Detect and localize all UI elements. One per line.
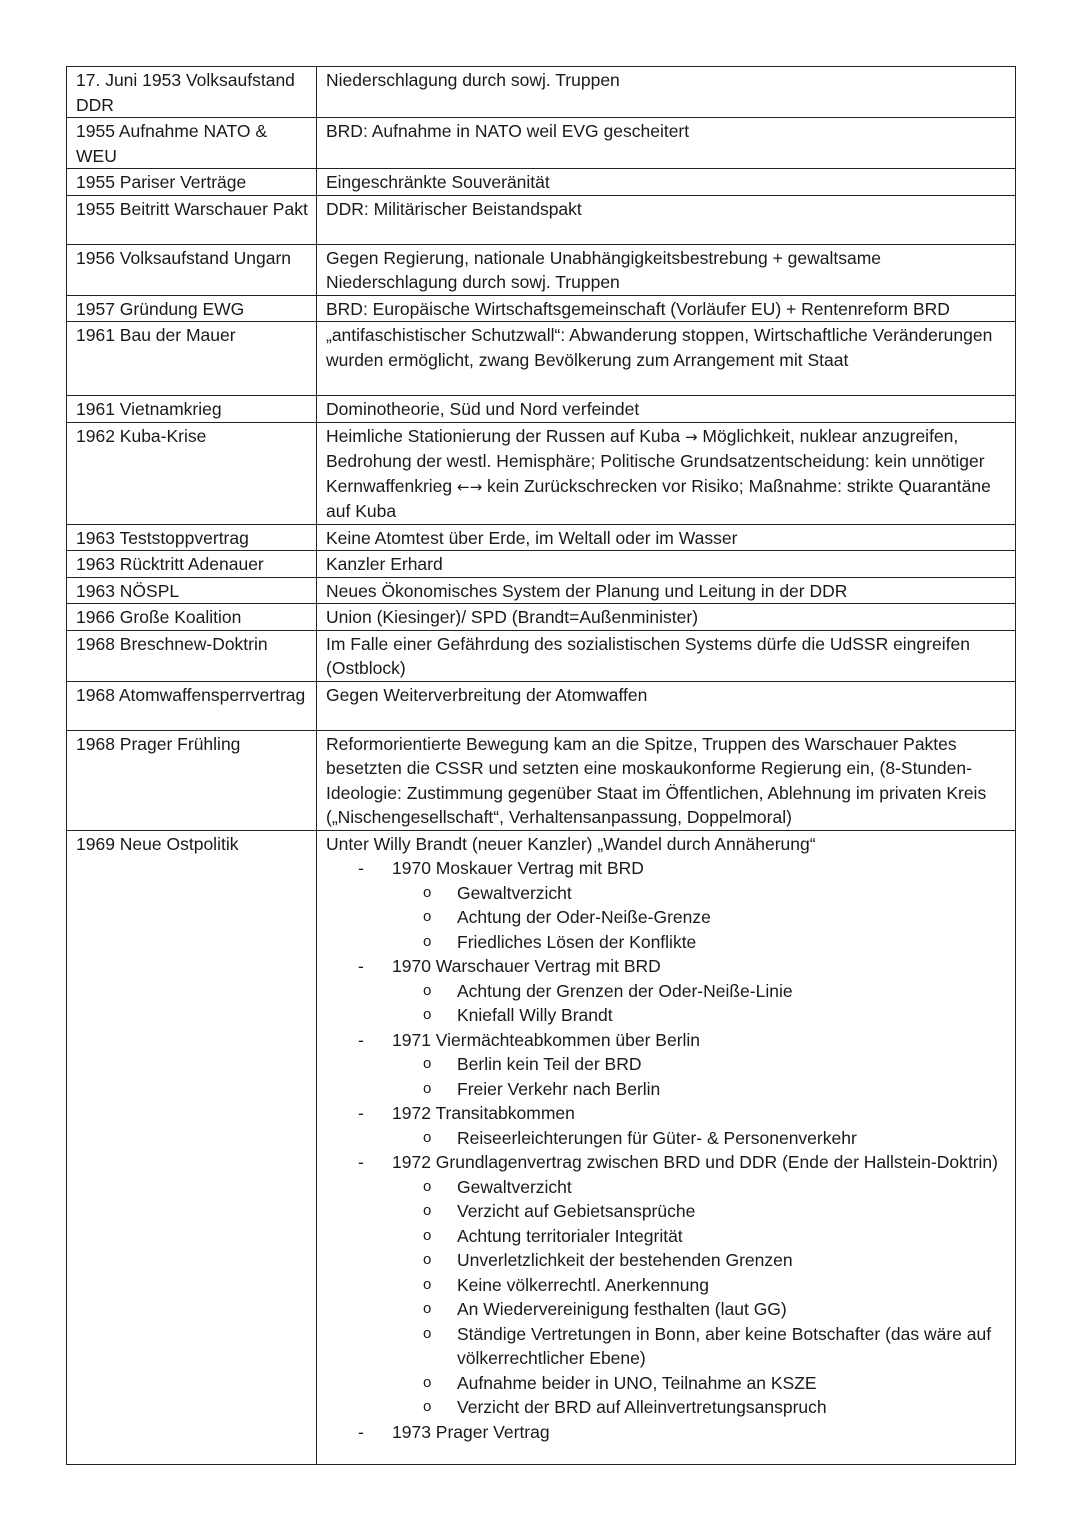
treaty-point: o Achtung territorialer Integrität [392, 1224, 1007, 1249]
description-cell: Neues Ökonomisches System der Planung und Leitung in der DDR [317, 577, 1016, 604]
treaty-point: o Achtung der Oder-Neiße-Grenze [392, 905, 1007, 930]
treaty-point: o Berlin kein Teil der BRD [392, 1052, 1007, 1077]
treaty-item [326, 1028, 1007, 1102]
event-cell: 1957 Gründung EWG [67, 295, 317, 322]
event-cell: 1963 NÖSPL [67, 577, 317, 604]
treaty-point: o Gewaltverzicht [392, 881, 1007, 906]
description-cell: Im Falle einer Gefährdung des sozialistischen Systems dürfe die UdSSR eingreifen (Ostblock) [317, 630, 1016, 681]
event-cell: 1968 Prager Frühling [67, 730, 317, 830]
treaty-points [392, 1126, 1007, 1151]
description-cell: BRD: Europäische Wirtschaftsgemeinschaft (Vorläufer EU) + Rentenreform BRD [317, 295, 1016, 322]
event-cell: 1956 Volksaufstand Ungarn [67, 244, 317, 295]
table-row [67, 396, 1016, 423]
treaty-point: o Ständige Vertretungen in Bonn, aber keine Botschafter (das wäre auf völkerrechtlicher Ebene) [392, 1322, 1007, 1371]
description-cell [317, 830, 1016, 1464]
treaty-point: o Kniefall Willy Brandt [392, 1003, 1007, 1028]
treaty-point: o Gewaltverzicht [392, 1175, 1007, 1200]
left-right-arrow-icon: ←→ [457, 477, 483, 496]
table-row [67, 195, 1016, 244]
table-row [67, 830, 1016, 1464]
description-cell: „antifaschistischer Schutzwall“: Abwanderung stoppen, Wirtschaftliche Veränderungen wurden ermöglicht, zwang Bevölkerung zum Arrangement mit Staat [317, 322, 1016, 396]
table-row [67, 169, 1016, 196]
treaty-points [392, 881, 1007, 955]
treaty-point: o Aufnahme beider in UNO, Teilnahme an KSZE [392, 1371, 1007, 1396]
treaty-item [326, 1420, 1007, 1445]
treaty-title: - 1970 Moskauer Vertrag mit BRD [392, 858, 644, 878]
treaty-item [326, 954, 1007, 1028]
treaty-title: - 1973 Prager Vertrag [392, 1421, 550, 1442]
treaty-point: o Verzicht der BRD auf Alleinvertretungsanspruch [392, 1395, 1007, 1420]
description-cell: Niederschlagung durch sowj. Truppen [317, 67, 1016, 118]
table-row [67, 524, 1016, 551]
event-cell: 1962 Kuba-Krise [67, 422, 317, 524]
description-cell: BRD: Aufnahme in NATO weil EVG gescheitert [317, 118, 1016, 169]
table-row [67, 118, 1016, 169]
treaty-points [392, 1175, 1007, 1420]
table-row [67, 730, 1016, 830]
description-cell: DDR: Militärischer Beistandspakt [317, 195, 1016, 244]
description-cell [317, 422, 1016, 524]
history-timeline-page [66, 66, 1016, 1465]
table-row [67, 551, 1016, 578]
table-row [67, 681, 1016, 730]
table-row [67, 422, 1016, 524]
event-cell: 1969 Neue Ostpolitik [67, 830, 317, 1464]
treaty-item [326, 1101, 1007, 1150]
event-cell: 1966 Große Koalition [67, 604, 317, 631]
event-cell: 17. Juni 1953 Volksaufstand DDR [67, 67, 317, 118]
treaty-title: - 1972 Transitabkommen [392, 1103, 575, 1123]
treaty-point: o Friedliches Lösen der Konflikte [392, 930, 1007, 955]
treaty-list [326, 856, 1007, 1444]
treaty-item [326, 856, 1007, 954]
treaty-item [326, 1150, 1007, 1420]
treaty-point: o Unverletzlichkeit der bestehenden Grenzen [392, 1248, 1007, 1273]
ostpolitik-intro: Unter Willy Brandt (neuer Kanzler) „Wandel durch Annäherung“ [326, 833, 816, 854]
table-row [67, 244, 1016, 295]
treaty-point: o Keine völkerrechtl. Anerkennung [392, 1273, 1007, 1298]
event-cell: 1955 Pariser Verträge [67, 169, 317, 196]
right-arrow-icon: → [684, 427, 698, 446]
treaty-title: - 1971 Viermächteabkommen über Berlin [392, 1029, 701, 1050]
treaty-point: o Achtung der Grenzen der Oder-Neiße-Linie [392, 979, 1007, 1004]
description-cell: Reformorientierte Bewegung kam an die Spitze, Truppen des Warschauer Paktes besetzten die CSSR und setzten eine moskaukonforme Regierung ein, (8-Stunden-Ideologie: Zustimmung gegenüber Staat im Öffentlichen, Ablehnung im privaten Kreis („Nischengesellschaft“, Verhaltensanpassung, Doppelmoral) [317, 730, 1016, 830]
treaty-point: o Verzicht auf Gebietsansprüche [392, 1199, 1007, 1224]
treaty-title: - 1972 Grundlagenvertrag zwischen BRD und DDR (Ende der Hallstein-Doktrin) [392, 1152, 998, 1172]
event-cell: 1963 Rücktritt Adenauer [67, 551, 317, 578]
table-row [67, 67, 1016, 118]
event-cell: 1955 Beitritt Warschauer Pakt [67, 195, 317, 244]
description-cell: Eingeschränkte Souveränität [317, 169, 1016, 196]
description-cell: Keine Atomtest über Erde, im Weltall oder im Wasser [317, 524, 1016, 551]
event-cell: 1961 Vietnamkrieg [67, 396, 317, 423]
treaty-point: o An Wiedervereinigung festhalten (laut GG) [392, 1297, 1007, 1322]
event-cell: 1968 Atomwaffensperrvertrag [67, 681, 317, 730]
description-text: Heimliche Stationierung der Russen auf Kuba [326, 425, 681, 446]
description-cell: Dominotheorie, Süd und Nord verfeindet [317, 396, 1016, 423]
description-cell: Gegen Weiterverbreitung der Atomwaffen [317, 681, 1016, 730]
event-cell: 1968 Breschnew-Doktrin [67, 630, 317, 681]
treaty-point: o Freier Verkehr nach Berlin [392, 1077, 1007, 1102]
table-row [67, 577, 1016, 604]
table-row [67, 604, 1016, 631]
timeline-table [66, 66, 1016, 1465]
treaty-points [392, 979, 1007, 1028]
description-cell: Gegen Regierung, nationale Unabhängigkeitsbestrebung + gewaltsame Niederschlagung durch sowj. Truppen [317, 244, 1016, 295]
event-cell: 1963 Teststoppvertrag [67, 524, 317, 551]
table-row [67, 295, 1016, 322]
description-cell: Kanzler Erhard [317, 551, 1016, 578]
treaty-point: o Reiseerleichterungen für Güter- & Personenverkehr [392, 1126, 1007, 1151]
event-cell: 1955 Aufnahme NATO & WEU [67, 118, 317, 169]
description-text: Möglichkeit, nuklear anzugreifen, Bedrohung der westl. Hemisphäre; Politische Grundsatzentscheidung: kein unnötiger Kernwaffenkrieg [326, 425, 985, 496]
table-row [67, 630, 1016, 681]
description-cell: Union (Kiesinger)/ SPD (Brandt=Außenminister) [317, 604, 1016, 631]
event-cell: 1961 Bau der Mauer [67, 322, 317, 396]
treaty-points [392, 1052, 1007, 1101]
treaty-title: - 1970 Warschauer Vertrag mit BRD [392, 956, 661, 976]
description-text: kein Zurückschrecken vor Risiko; Maßnahme: strikte Quarantäne auf Kuba [326, 475, 991, 521]
table-row [67, 322, 1016, 396]
